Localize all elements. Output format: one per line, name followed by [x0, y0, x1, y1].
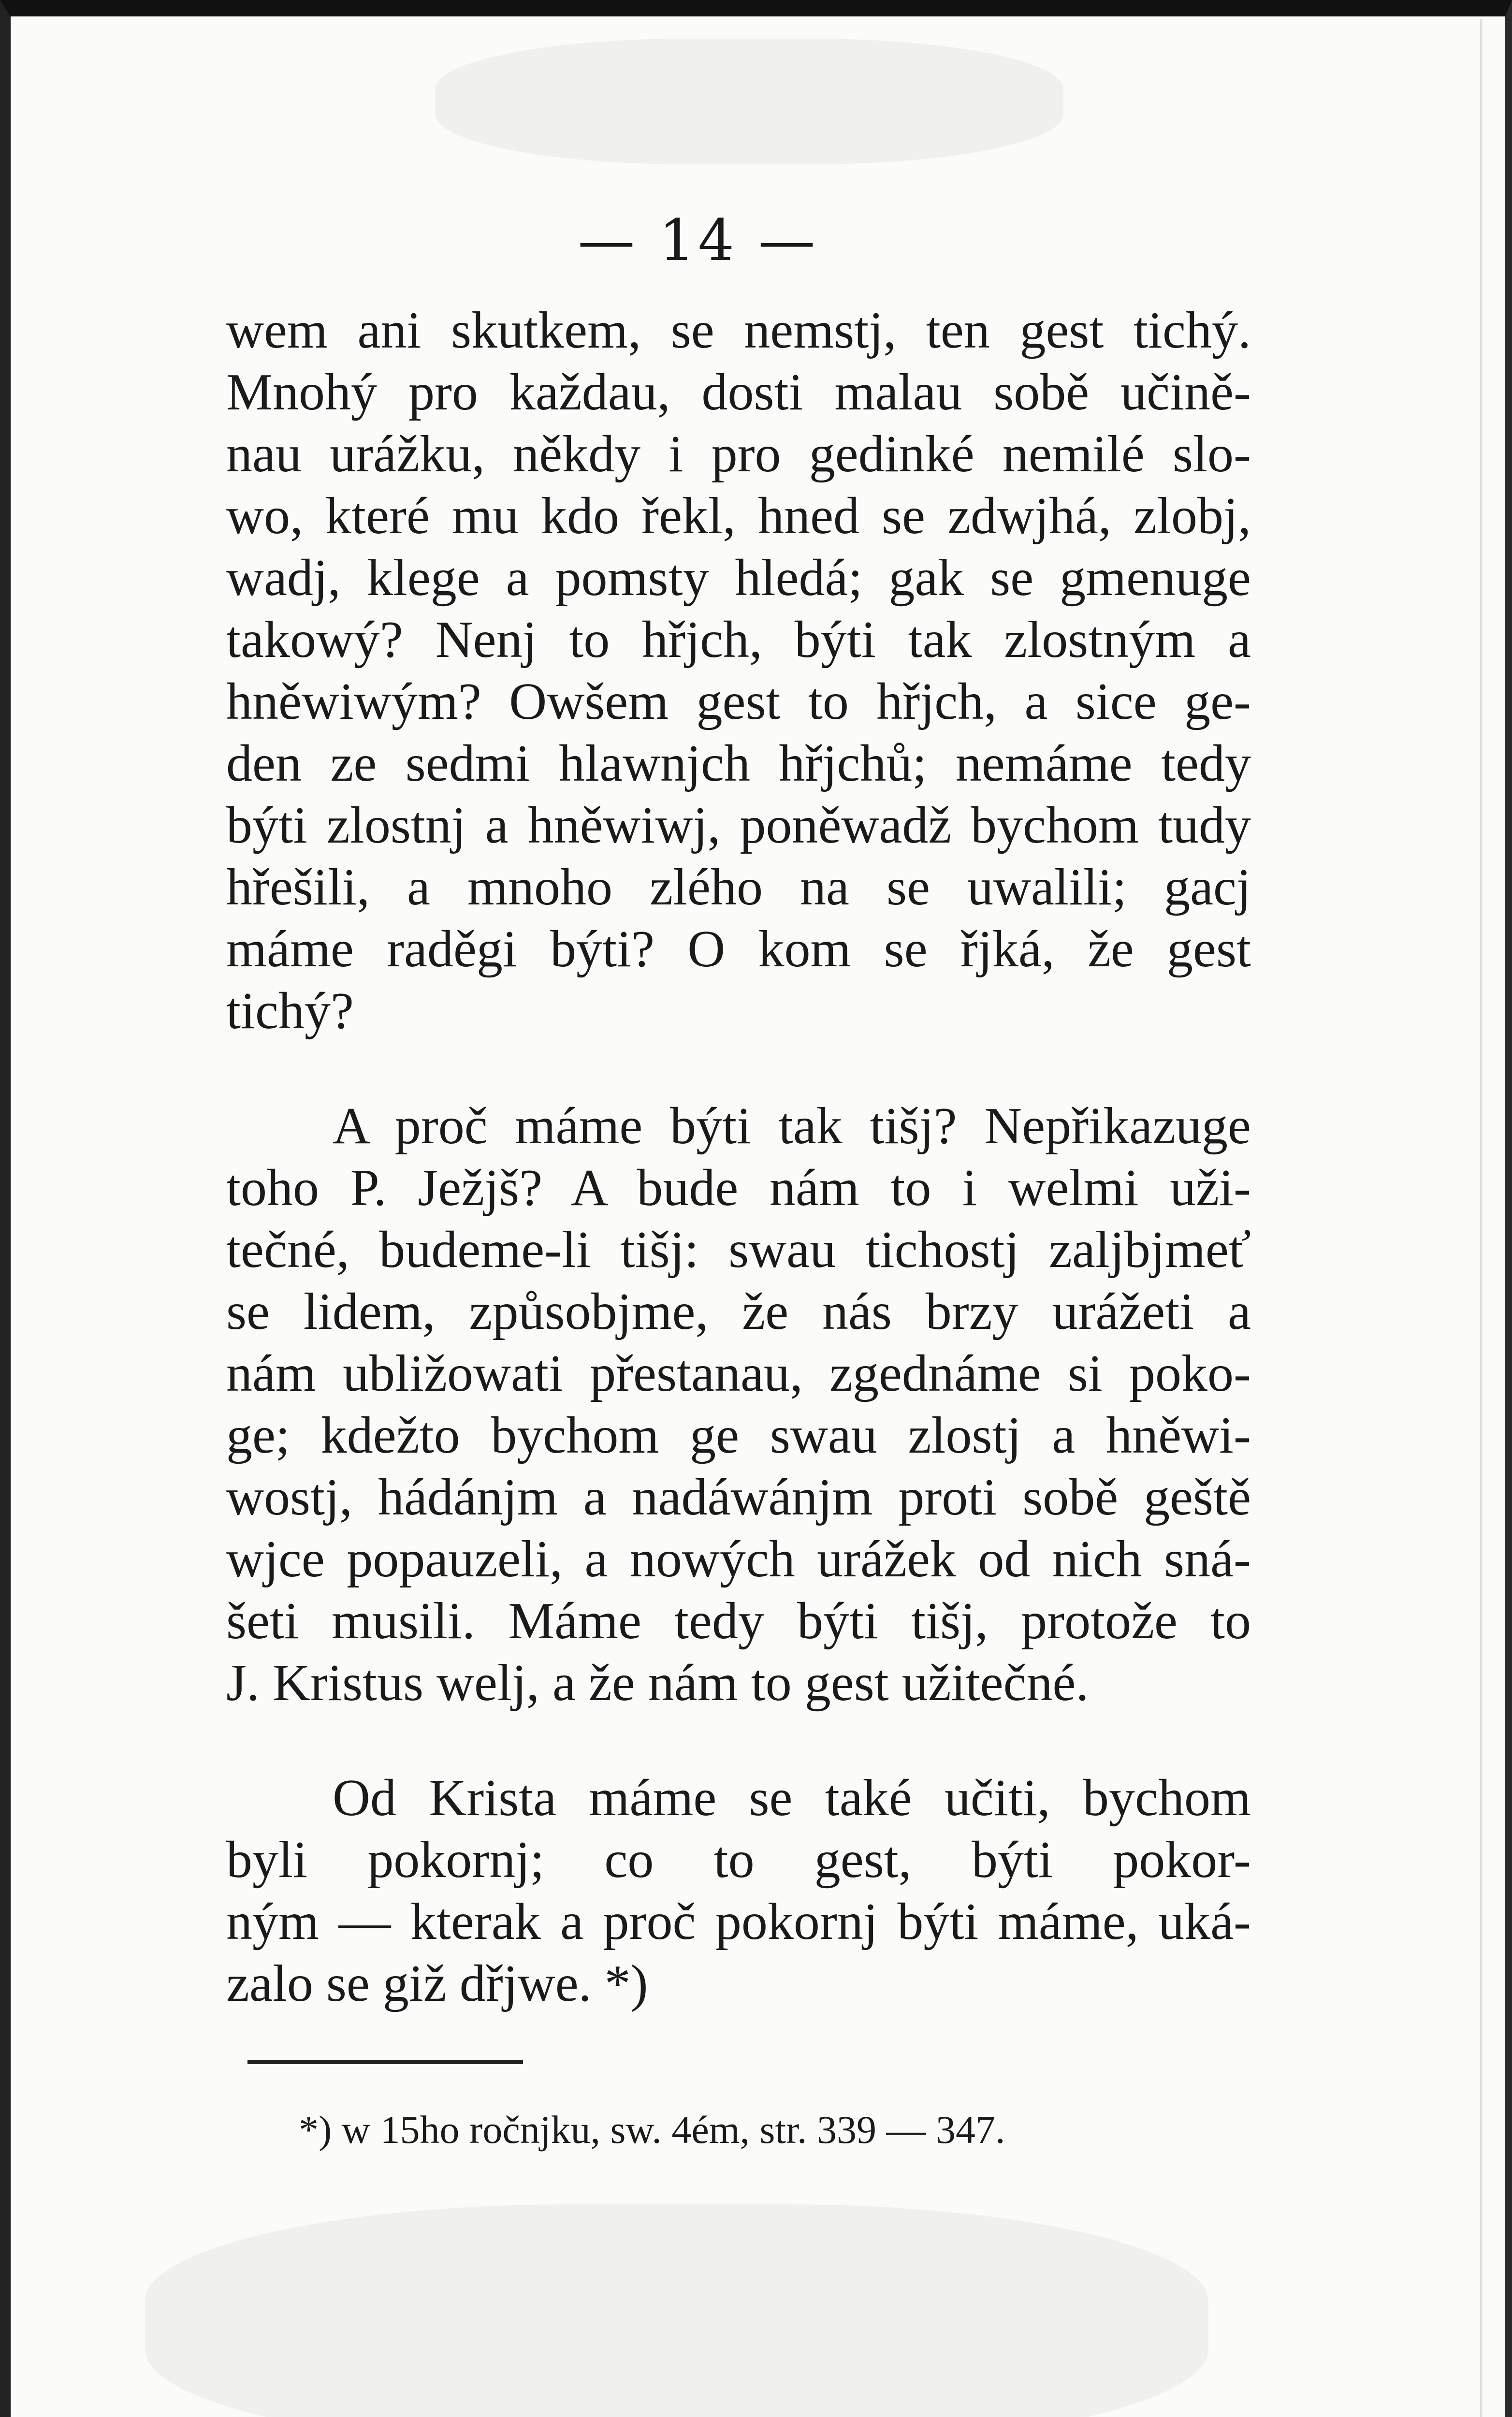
- text-line: nau urážku, někdy i pro gedinké nemilé slo-: [226, 425, 1251, 483]
- text-line: ným — kterak a proč pokornj býti máme, uká-: [226, 1893, 1251, 1951]
- text-line: se lidem, způsobjme, že nás brzy urážeti a: [226, 1283, 1251, 1340]
- text-line: wadj, klege a pomsty hledá; gak se gmenuge: [226, 549, 1251, 607]
- text-line: tečné, budeme-li tišj: swau tichostj zaljbjmeť: [226, 1221, 1251, 1279]
- text-line: hněwiwým? Owšem gest to hřjch, a sice ge-: [226, 673, 1251, 730]
- text-line: wjce popauzeli, a nowých urážek od nich sná-: [226, 1530, 1251, 1588]
- bleed-through-smudge: [145, 2204, 1208, 2417]
- footnote: *) w 15ho ročnjku, sw. 4ém, str. 339 — 347.: [299, 2108, 1005, 2152]
- paragraph-3: [226, 1767, 1251, 2015]
- body-text: [226, 300, 1251, 2015]
- text-line: tichý?: [226, 982, 354, 1040]
- text-line: býti zlostnj a hněwiwj, poněwadž bychom tudy: [226, 797, 1251, 854]
- footnote-divider: [247, 2060, 523, 2064]
- text-line: nám ubližowati přestanau, zgednáme si poko-: [226, 1345, 1251, 1402]
- page-number: — 14 —: [578, 207, 818, 274]
- page-edge-shadow: [1480, 19, 1483, 2417]
- text-line: den ze sedmi hlawnjch hřjchů; nemáme tedy: [226, 735, 1251, 792]
- text-line: wem ani skutkem, se nemstj, ten gest tichý.: [226, 302, 1251, 359]
- text-line: takowý? Nenj to hřjch, býti tak zlostným a: [226, 611, 1251, 669]
- text-line: zalo se giž dřjwe. *): [226, 1955, 648, 2012]
- text-line: J. Kristus welj, a že nám to gest užitečné.: [226, 1654, 1089, 1712]
- text-line: Od Krista máme se také učiti, bychom: [333, 1769, 1251, 1827]
- bleed-through-smudge: [435, 39, 1063, 164]
- text-line: Mnohý pro každau, dosti malau sobě učině-: [226, 364, 1251, 421]
- paragraph-1: [226, 300, 1251, 1042]
- text-line: toho P. Ježjš? A bude nám to i welmi uži-: [226, 1159, 1251, 1217]
- text-line: hřešili, a mnoho zlého na se uwalili; gacj: [226, 859, 1251, 916]
- text-line: byli pokornj; co to gest, býti pokor-: [226, 1831, 1251, 1889]
- paragraph-2: [226, 1095, 1251, 1714]
- text-line: ge; kdežto bychom ge swau zlostj a hněwi-: [226, 1407, 1251, 1464]
- text-line: wostj, hádánjm a nadáwánjm proti sobě geště: [226, 1469, 1251, 1526]
- text-line: wo, které mu kdo řekl, hned se zdwjhá, zlobj,: [226, 487, 1251, 545]
- text-line: A proč máme býti tak tišj? Nepřikazuge: [333, 1097, 1251, 1155]
- text-line: máme raděgi býti? O kom se řjká, že gest: [226, 920, 1251, 978]
- text-line: šeti musili. Máme tedy býti tišj, protože to: [226, 1592, 1251, 1650]
